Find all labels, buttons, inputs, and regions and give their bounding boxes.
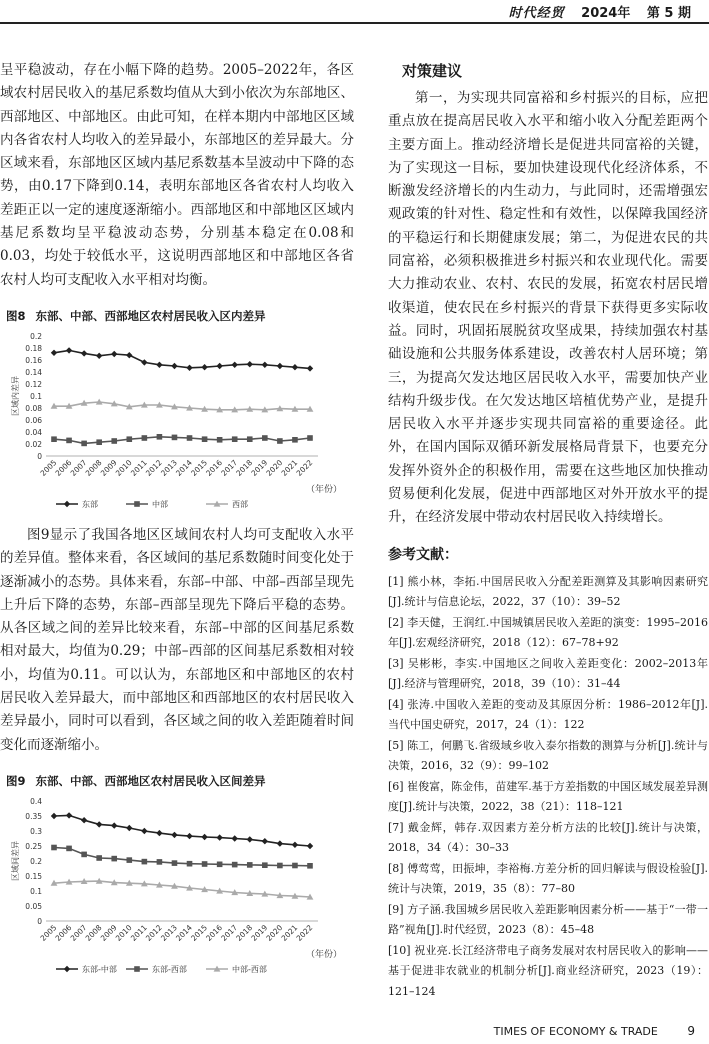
- fig8-x-tick-label: 2006: [53, 458, 74, 478]
- fig9-data-point: [292, 863, 298, 869]
- fig9-data-point: [126, 825, 132, 831]
- fig9-data-point: [187, 861, 193, 867]
- fig8-x-tick-label: 2009: [98, 458, 119, 478]
- fig8-y-tick-label: 0.14: [25, 367, 42, 377]
- fig8-data-point: [156, 362, 162, 368]
- page-footer: [494, 1024, 695, 1038]
- fig9-data-point: [51, 813, 57, 819]
- fig8-data-point: [111, 438, 117, 444]
- fig9-data-point: [216, 834, 222, 840]
- fig9-series-1: [51, 812, 313, 849]
- fig8-x-tick-label: 2014: [174, 458, 194, 478]
- footer-journal: TIMES OF ECONOMY & TRADE: [493, 1025, 658, 1038]
- reference-item: [10] 祝业亮.长江经济带电子商务发展对农村居民收入的影响——基于促进非农就业的机制分析[J].商业经济研究，2023（19）：121–124: [388, 943, 708, 998]
- fig8-y-tick-label: 0.02: [25, 439, 42, 449]
- fig9-data-point: [96, 821, 102, 827]
- figure-9-chart: [6, 789, 346, 981]
- fig8-y-tick-label: 0.1: [30, 391, 42, 401]
- fig8-data-point: [217, 437, 223, 443]
- fig8-y-tick-label: 0.12: [25, 379, 42, 389]
- header-journal: 时代经贸: [508, 6, 565, 21]
- fig9-data-point: [171, 832, 177, 838]
- fig8-data-point: [247, 436, 253, 442]
- fig9-y-tick-label: 0.35: [25, 811, 42, 821]
- figure-9-title: 东部、中部、西部地区农村居民收入区间差异: [35, 773, 266, 788]
- header-year: 2024年: [581, 6, 631, 21]
- fig9-data-point: [141, 828, 147, 834]
- fig8-x-tick-label: 2011: [128, 458, 149, 478]
- fig9-x-tick-label: 2007: [68, 922, 89, 943]
- fig8-data-point: [141, 359, 147, 365]
- fig8-x-tick-label: 2007: [68, 458, 89, 478]
- fig9-x-tick-label: 2021: [279, 922, 300, 943]
- fig8-x-tick-label: 2021: [279, 458, 300, 478]
- fig8-x-tick-label: 2022: [294, 458, 315, 478]
- fig9-data-point: [262, 838, 268, 844]
- fig8-data-point: [216, 363, 222, 369]
- figure-8-number: 图8: [6, 308, 26, 323]
- left-paragraph-1: 呈平稳波动，存在小幅下降的趋势。2005–2022年，各区域农村居民收入的基尼系数均值从大到小依次为东部地区、西部地区、中部地区。由此可知，在样本期内中部地区区域内各省农村人均收入的差异最小，东部地区的差异最大。分区域来看，东部地区区域内基尼系数基本呈波动中下降的态势，由0.17下降到0.14，表明东部地区各省农村人均收入差距正以一定的速度逐渐缩小。西部地区和中部地区区域内基尼系数均呈平稳波动态势，分别基本稳定在0.08和0.03，均处于较低水平，这说明西部地区和中部地区各省农村人均可支配收入水平相对均衡。: [0, 62, 354, 288]
- figure-8-chart: [6, 324, 346, 516]
- fig9-y-tick-label: 0.15: [25, 871, 42, 881]
- references: [388, 544, 708, 1003]
- fig9-data-point: [232, 862, 238, 868]
- fig8-data-point: [307, 435, 313, 441]
- fig9-data-point: [156, 830, 162, 836]
- fig8-data-point: [277, 438, 283, 444]
- fig9-series-3: [51, 878, 314, 900]
- fig8-x-tick-label: 2012: [143, 458, 164, 478]
- fig8-data-point: [307, 365, 313, 371]
- page-number: 9: [687, 1024, 695, 1038]
- fig8-x-tick-label: 2013: [159, 458, 179, 478]
- fig9-x-tick-label: 2008: [83, 922, 104, 943]
- fig8-data-point: [126, 436, 132, 442]
- fig8-series-line: [54, 350, 310, 368]
- fig8-series-3: [51, 399, 314, 413]
- fig9-x-tick-label: 2013: [159, 922, 179, 943]
- fig9-y-tick-label: 0: [37, 916, 42, 926]
- fig9-y-tick-label: 0.25: [25, 841, 42, 851]
- fig8-legend-marker: [134, 501, 140, 507]
- fig8-data-point: [277, 363, 283, 369]
- fig9-y-tick-label: 0.2: [30, 856, 42, 866]
- figure-9-caption: [6, 773, 354, 789]
- fig8-y-tick-label: 0.06: [25, 415, 42, 425]
- fig8-legend-label: 东部: [82, 499, 98, 509]
- fig9-data-point: [66, 846, 72, 852]
- right-column: [388, 60, 708, 1002]
- fig8-data-point: [292, 437, 298, 443]
- fig9-data-point: [307, 843, 313, 849]
- fig9-x-tick-label: 2018: [234, 922, 255, 943]
- fig8-data-point: [186, 365, 192, 371]
- fig9-x-tick-label: 2017: [219, 922, 240, 943]
- fig8-data-point: [81, 441, 87, 447]
- fig9-x-axis-unit: （年份）: [306, 949, 343, 960]
- fig8-data-point: [232, 362, 238, 368]
- section-title: 对策建议: [402, 62, 463, 80]
- fig9-data-point: [292, 842, 298, 848]
- fig8-legend-label: 中部: [152, 499, 168, 509]
- fig9-x-tick-label: 2015: [189, 922, 210, 943]
- fig8-x-axis-unit: （年份）: [306, 484, 343, 495]
- header-info: [497, 2, 691, 21]
- fig9-y-tick-label: 0.3: [30, 826, 42, 836]
- fig9-legend-label: 东部-西部: [152, 964, 187, 974]
- fig9-series-2: [51, 845, 313, 869]
- fig8-data-point: [96, 439, 102, 445]
- fig9-x-tick-label: 2011: [128, 922, 149, 943]
- fig9-data-point: [201, 834, 207, 840]
- fig8-data-point: [262, 362, 268, 368]
- fig8-x-tick-label: 2019: [249, 458, 270, 478]
- fig9-data-point: [66, 812, 72, 818]
- reference-item: [7] 戴金辉，韩存.双因素方差分析方法的比较[J].统计与决策，2018，34（4）：30–33: [388, 820, 708, 855]
- fig8-data-point: [142, 435, 148, 441]
- fig9-series-line: [54, 815, 310, 846]
- fig9-x-tick-label: 2016: [204, 922, 225, 943]
- fig9-data-point: [111, 856, 117, 862]
- fig9-data-point: [81, 852, 87, 858]
- fig8-data-point: [172, 435, 178, 441]
- fig9-data-point: [232, 835, 238, 841]
- fig8-y-axis-label: 区域内差异: [11, 375, 20, 416]
- fig8-x-tick-label: 2005: [38, 458, 59, 478]
- fig9-data-point: [307, 863, 313, 869]
- fig8-data-point: [232, 436, 238, 442]
- fig8-x-tick-label: 2016: [204, 458, 225, 478]
- policy-paragraph: 第一，为实现共同富裕和乡村振兴的目标，应把重点放在提高居民收入水平和缩小收入分配差距两个主要方面上。推动经济增长是促进共同富裕的关键，为了实现这一目标，要加快建设现代化经济体系，不断激发经济增长的内生动力，与此同时，还需增强宏观政策的针对性、稳定性和有效性，以保障我国经济的平稳运行和长期健康发展；第二，为促进农民的共同富裕，必须积极推进乡村振兴和农业现代化。需要大力推动农业、农村、农民的发展，拓宽农村居民增收渠道，使农民在乡村振兴的背景下获得更多实际收益。同时，巩固拓展脱贫攻坚成果，持续加强农村基础设施和公共服务体系建设，改善农村人居环境；第三，为提高欠发达地区居民收入水平，需要加快产业结构升级步伐。在欠发达地区培植优势产业，是提升居民收入水平并逐步实现共同富裕的重要途径。此外，在国内国际双循环新发展格局背景下，也要充分发挥外资外企的积极作用，需要在这些地区加快推动贸易便利化发展，促进中西部地区对外开放水平的提升，在经济发展中带动农村居民收入持续增长。: [388, 90, 708, 526]
- fig8-x-tick-label: 2010: [113, 458, 134, 478]
- left-paragraph-2: 图9显示了我国各地区区域间农村人均可支配收入水平的差异值。整体来看，各区域间的基尼系数随时间变化处于逐渐减小的态势。具体来看，东部–中部、中部–西部呈现先上升后下降的态势，东部–西部呈现先下降后平稳的态势。从各区域之间的差异比较来看，东部–中部的区间基尼系数相对最大，均值为0.29；中部–西部的区间基尼系数相对较小，均值为0.11。可以认为，东部地区和中部地区的农村居民收入差异最大，而中部地区和西部地区的农村居民收入差异最小，同时可以看到，各区域之间的收入差距随着时间变化而逐渐缩小。: [0, 526, 354, 753]
- fig9-series-line: [54, 847, 310, 865]
- fig8-data-point: [126, 352, 132, 358]
- fig8-data-point: [187, 435, 193, 441]
- fig9-data-point: [51, 845, 57, 851]
- reference-item: [4] 张涛.中国收入差距的变动及其原因分析：1986–2012年[J].当代中国史研究，2017，24（1）：122: [388, 697, 708, 732]
- fig8-x-tick-label: 2008: [83, 458, 104, 478]
- fig9-series-line: [54, 881, 310, 897]
- fig8-series-line: [54, 437, 310, 444]
- fig8-data-point: [51, 436, 57, 442]
- fig8-data-point: [157, 434, 163, 440]
- fig8-y-tick-label: 0: [37, 451, 42, 461]
- fig9-x-tick-label: 2012: [143, 922, 164, 943]
- fig9-data-point: [277, 840, 283, 846]
- fig8-x-tick-label: 2015: [189, 458, 210, 478]
- fig8-series-2: [51, 434, 313, 446]
- fig9-y-axis-label: 区域间差异: [11, 840, 20, 881]
- fig9-data-point: [111, 822, 117, 828]
- fig8-data-point: [262, 435, 268, 441]
- fig9-data-point: [247, 862, 253, 868]
- fig9-data-point: [202, 861, 208, 867]
- header-issue: 第 5 期: [646, 6, 691, 21]
- fig9-data-point: [186, 833, 192, 839]
- fig8-series-1: [51, 347, 313, 371]
- fig9-data-point: [262, 862, 268, 868]
- fig8-data-point: [292, 364, 298, 370]
- fig8-data-point: [202, 436, 208, 442]
- reference-item: [6] 崔俊富，陈金伟，苗建军.基于方差指数的中国区域发展差异测度[J].统计与决策，2022，38（21）：118–121: [388, 779, 708, 814]
- left-column: [0, 54, 354, 985]
- references-list: [388, 572, 708, 1003]
- fig9-x-tick-label: 2010: [113, 922, 134, 943]
- fig9-x-tick-label: 2019: [249, 922, 270, 943]
- fig8-data-point: [111, 351, 117, 357]
- fig9-data-point: [81, 817, 87, 823]
- reference-item: [2] 李天健，王润红.中国城镇居民收入差距的演变：1995–2016年[J].宏观经济研究，2018（12）：67–78+92: [388, 615, 708, 650]
- reference-item: [9] 方子涵.我国城乡居民收入差距影响因素分析——基于“一带一路”视角[J].时代经贸，2023（8）：45–48: [388, 902, 708, 937]
- fig8-data-point: [247, 361, 253, 367]
- fig9-x-tick-label: 2009: [98, 922, 119, 943]
- figure-8: [0, 308, 354, 520]
- fig8-x-tick-label: 2017: [219, 458, 240, 478]
- fig9-legend-label: 东部-中部: [82, 964, 117, 974]
- fig8-data-point: [171, 363, 177, 369]
- fig8-y-tick-label: 0.16: [25, 355, 42, 365]
- fig9-data-point: [142, 859, 148, 865]
- fig9-data-point: [126, 857, 132, 863]
- fig9-y-tick-label: 0.4: [30, 796, 42, 806]
- fig9-x-tick-label: 2006: [53, 922, 74, 943]
- fig8-x-tick-label: 2020: [264, 458, 285, 478]
- reference-item: [1] 熊小林，李拓.中国居民收入分配差距测算及其影响因素研究[J].统计与信息论坛，2022，37（10）：39–52: [388, 574, 708, 609]
- fig8-legend-label: 西部: [232, 499, 248, 509]
- fig9-legend-marker: [64, 966, 70, 972]
- fig8-legend-marker: [64, 501, 70, 507]
- fig9-x-tick-label: 2014: [174, 922, 194, 943]
- fig9-data-point: [247, 836, 253, 842]
- fig9-data-point: [277, 863, 283, 869]
- fig8-y-tick-label: 0.18: [25, 343, 42, 353]
- fig8-x-tick-label: 2018: [234, 458, 255, 478]
- figure-9-number: 图9: [6, 773, 26, 788]
- reference-item: [3] 吴彬彬，李实.中国地区之间收入差距变化：2002–2013年[J].经济与管理研究，2018，39（10）：31–44: [388, 656, 708, 691]
- fig8-data-point: [81, 350, 87, 356]
- reference-item: [8] 傅莺莺，田振坤，李裕梅.方差分析的回归解读与假设检验[J].统计与决策，2019，35（8）：77–80: [388, 861, 708, 896]
- header-rule: [0, 22, 709, 24]
- figure-9: [0, 773, 354, 985]
- figure-8-title: 东部、中部、西部地区农村居民收入区内差异: [35, 308, 266, 323]
- references-title: 参考文献：: [388, 546, 458, 563]
- fig9-x-tick-label: 2022: [294, 922, 315, 943]
- fig9-data-point: [217, 861, 223, 867]
- fig9-y-tick-label: 0.05: [25, 901, 42, 911]
- fig8-data-point: [201, 364, 207, 370]
- fig8-data-point: [66, 347, 72, 353]
- fig9-data-point: [96, 855, 102, 861]
- fig8-data-point: [66, 438, 72, 444]
- fig8-y-tick-label: 0.04: [25, 427, 42, 437]
- fig9-data-point: [157, 859, 163, 865]
- fig8-y-tick-label: 0.08: [25, 403, 42, 413]
- figure-8-caption: [6, 308, 354, 324]
- fig9-legend-label: 中部-西部: [232, 964, 267, 974]
- fig9-legend-marker: [134, 966, 140, 972]
- page-header: [0, 0, 709, 22]
- fig8-series-line: [54, 402, 310, 410]
- fig9-x-tick-label: 2020: [264, 922, 285, 943]
- fig8-data-point: [96, 353, 102, 359]
- fig8-y-tick-label: 0.2: [30, 331, 42, 341]
- reference-item: [5] 陈工，何鹏飞.省级域乡收入泰尔指数的测算与分析[J].统计与决策，2016，32（9）：99–102: [388, 738, 708, 773]
- fig9-y-tick-label: 0.1: [30, 886, 42, 896]
- fig9-x-tick-label: 2005: [38, 922, 59, 943]
- fig8-data-point: [51, 350, 57, 356]
- fig9-data-point: [172, 860, 178, 866]
